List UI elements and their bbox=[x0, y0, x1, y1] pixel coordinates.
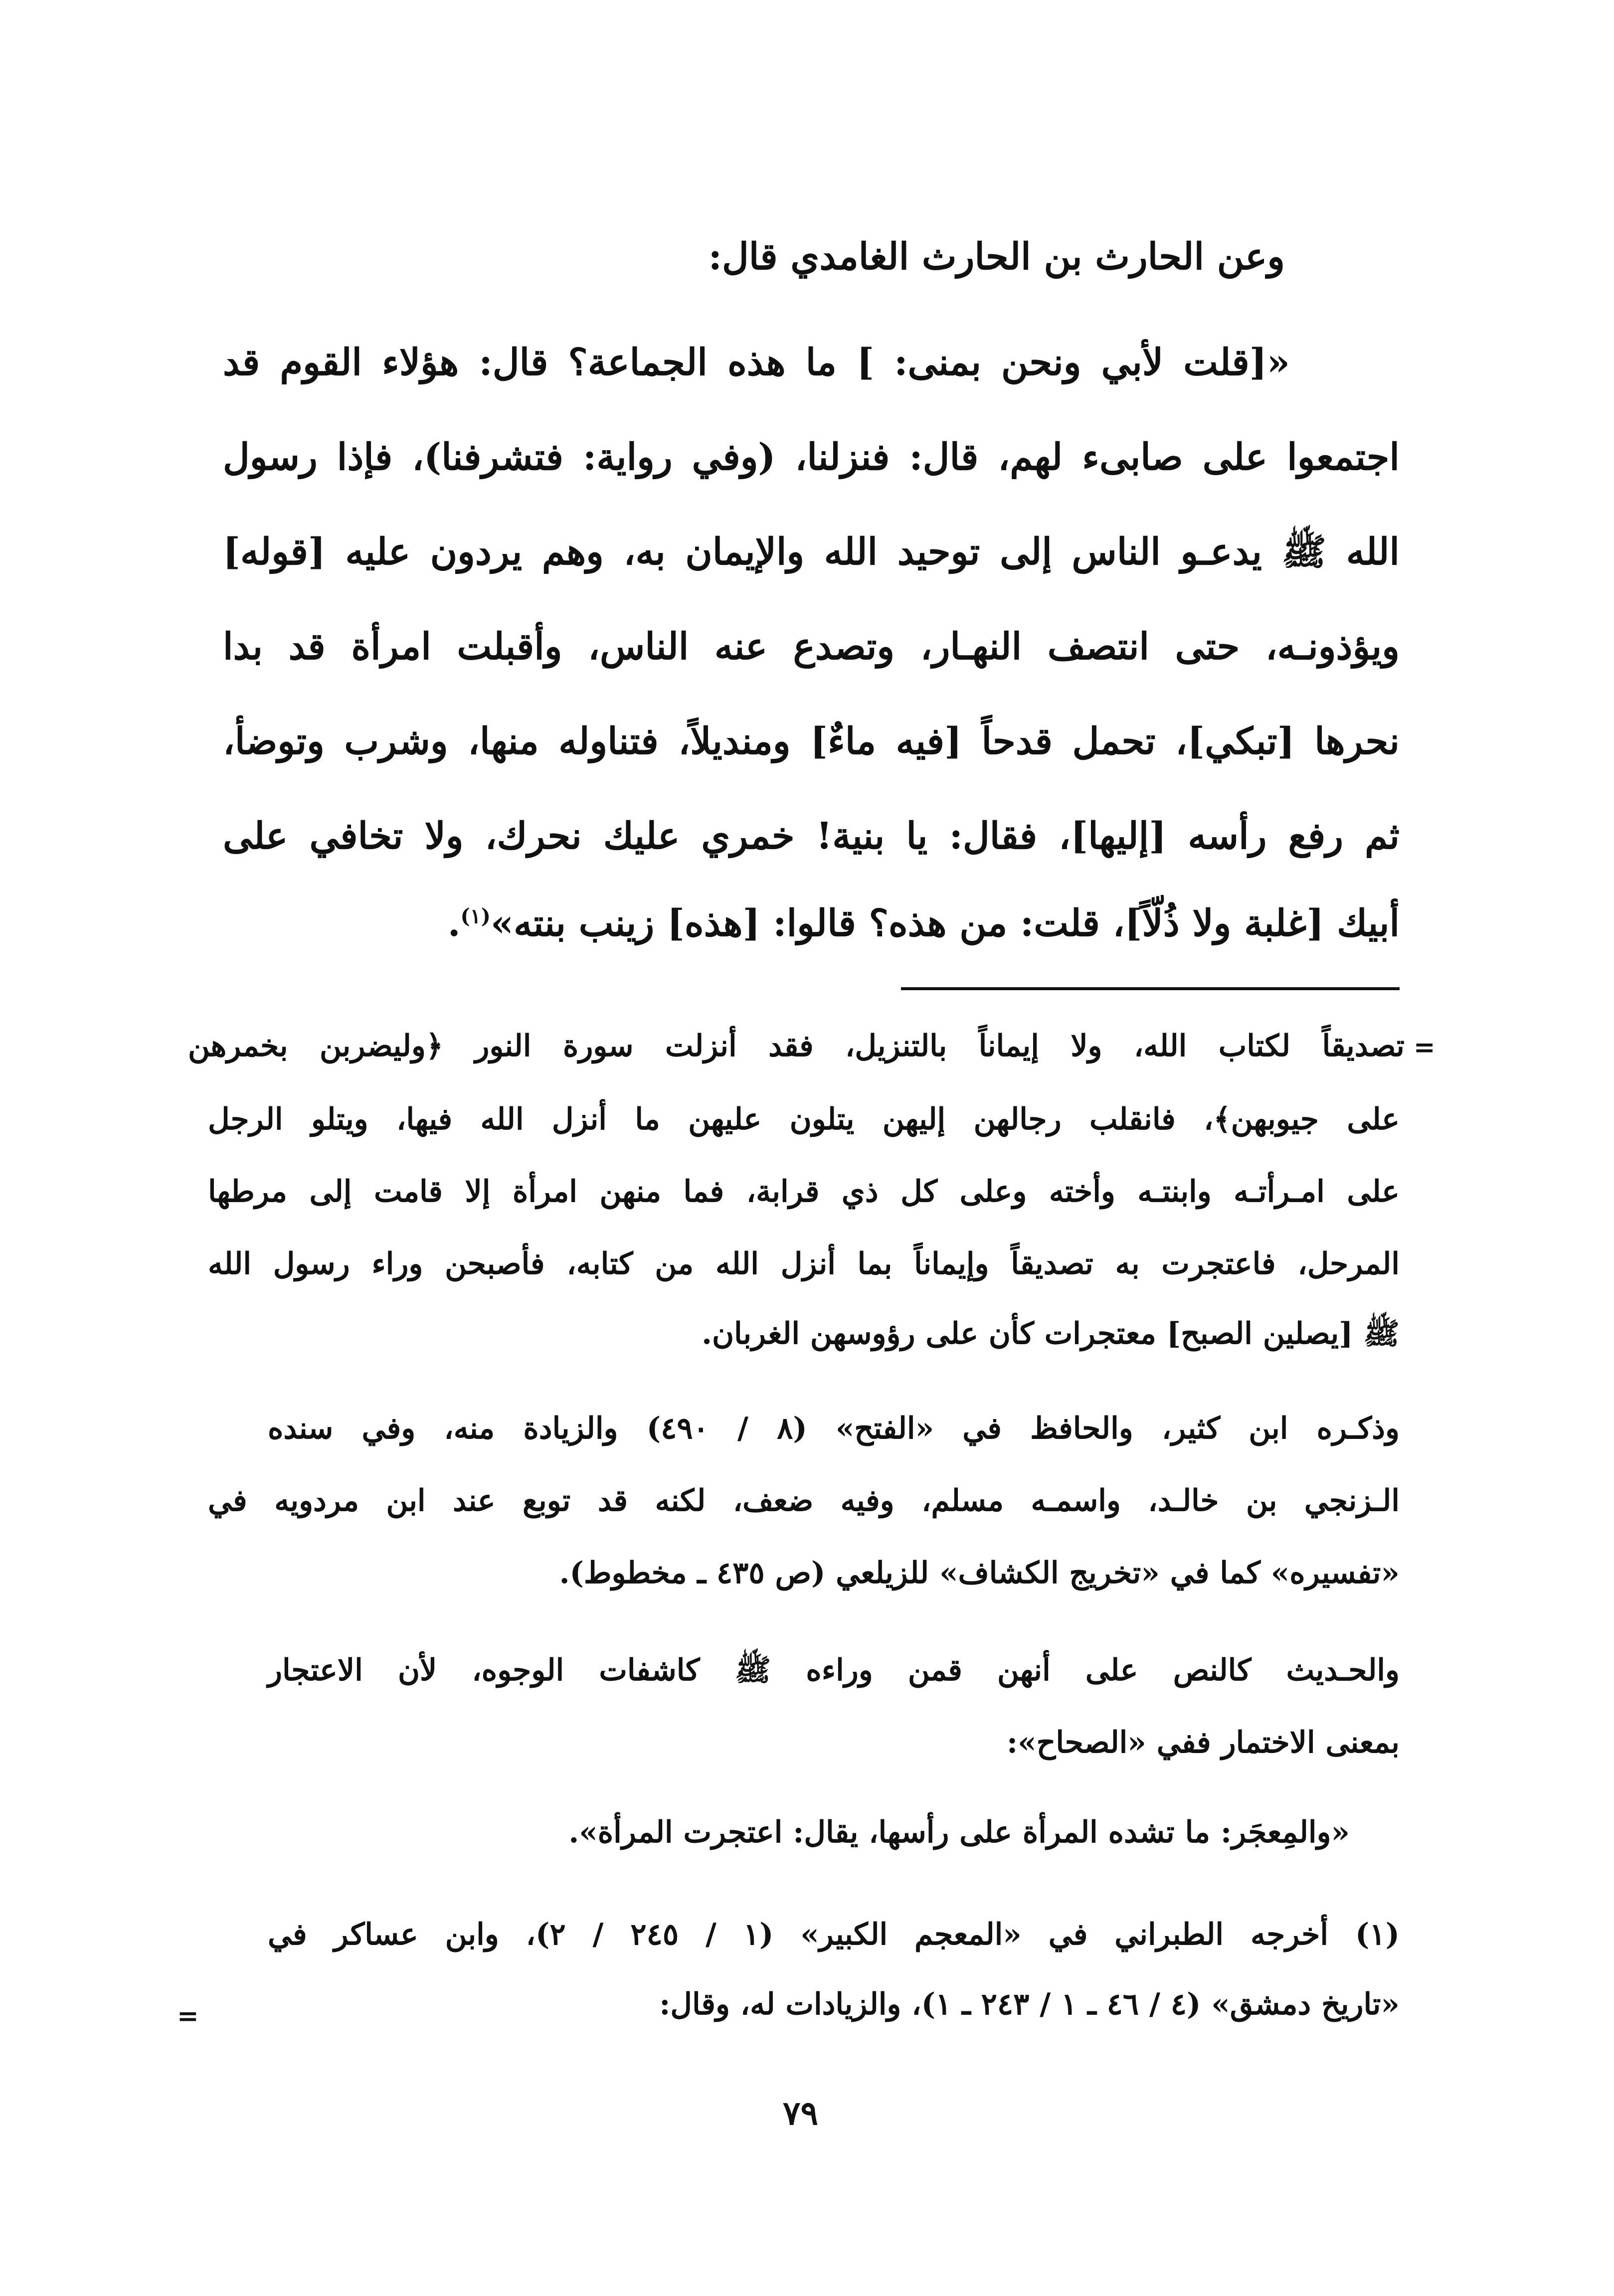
fn-p3-line-1: والحـديث كالنص على أنهن قمن وراءه ﷺ كاشفات الوجوه، لأن الاعتجار bbox=[268, 1653, 1400, 1688]
main-line-3: الله ﷺ يدعـو الناس إلى توحيد الله والإيمان به، وهم يردون عليه [قوله] bbox=[223, 530, 1400, 573]
page-number: ٧٩ bbox=[783, 2094, 818, 2132]
intro-text: وعن الحارث بن الحارث الغامدي قال: bbox=[708, 235, 1285, 278]
fn-note1-line-2: «تاريخ دمشق» (٤ / ٤٦ ـ ١ / ٢٤٣ ـ ١)، والزيادات له، وقال: bbox=[659, 1987, 1400, 2022]
fn-note1-line-1: (١) أخرجه الطبراني في «المعجم الكبير» (١ / ٢٤٥ / ٢)، وابن عساكر في bbox=[268, 1917, 1400, 1952]
footnote-separator bbox=[901, 987, 1400, 990]
fn-p2-line-3: «تفسيره» كما في «تخريج الكشاف» للزيلعي (ص ٤٣٥ ـ مخطوط). bbox=[559, 1556, 1400, 1590]
fn-p1-line-2: على جيوبهن﴾، فانقلب رجالهن إليهن يتلون عليهن ما أنزل الله فيها، ويتلو الرجل bbox=[208, 1102, 1400, 1137]
fn-p1-line-3: على امـرأتـه وابنتـه وأخته وعلى كل ذي قرابة، فما منهن امرأة إلا قامت إلى مرطها bbox=[208, 1174, 1400, 1209]
fn-p2-line-1: وذكـره ابن كثير، والحافظ في «الفتح» (٨ / ٤٩٠) والزيادة منه، وفي سنده bbox=[268, 1411, 1400, 1446]
footnote-ref: (١) bbox=[460, 904, 491, 928]
main-line-6: ثم رفع رأسه [إليها]، فقال: يا بنية! خمري عليك نحرك، ولا تخافي على bbox=[223, 815, 1400, 858]
continued-from-marker: = bbox=[1414, 1032, 1435, 1062]
main-line-5: نحرها [تبكي]، تحمل قدحاً [فيه ماءٌ] ومنديلاً، فتناوله منها، وشرب وتوضأ، bbox=[223, 720, 1400, 763]
fn-p2-line-2: الـزنجي بن خالـد، واسمـه مسلم، وفيه ضعف، لكنه قد توبع عند ابن مردويه في bbox=[208, 1483, 1400, 1518]
fn-p1-line-4: المرحل، فاعتجرت به تصديقاً وإيماناً بما أنزل الله من كتابه، فأصبحن وراء رسول الله bbox=[208, 1246, 1400, 1281]
fn-p4-quote: «والمِعجَر: ما تشده المرأة على رأسها، يقال: اعتجرت المرأة». bbox=[568, 1815, 1350, 1850]
main-line-2: اجتمعوا على صابىء لهم، قال: فنزلنا، (وفي رواية: فتشرفنا)، فإذا رسول bbox=[223, 436, 1400, 479]
fn-p1-line-1: تصديقاً لكتاب الله، ولا إيماناً بالتنزيل، فقد أنزلت سورة النور ﴿وليضربن بخمرهن bbox=[188, 1029, 1405, 1063]
fn-p1-line-5: ﷺ [يصلين الصبح] معتجرات كأن على رؤوسهن الغربان. bbox=[702, 1316, 1400, 1351]
paragraph-intro bbox=[338, 235, 1285, 278]
main-line-7: أبيك [غلبة ولا ذُلّاً]، قلت: من هذه؟ قالوا: [هذه] زينب بنته»$^{(١)}$. bbox=[447, 902, 1400, 945]
main-line-4: ويؤذونـه، حتى انتصف النهـار، وتصدع عنه الناس، وأقبلت امرأة قد بدا bbox=[223, 625, 1400, 668]
fn-p3-line-2: بمعنى الاختمار ففي «الصحاح»: bbox=[1006, 1725, 1400, 1760]
main-line-1: «[قلت لأبي ونحن بمنى: ] ما هذه الجماعة؟ قال: هؤلاء القوم قد bbox=[223, 341, 1290, 384]
continues-marker: = bbox=[177, 2001, 199, 2031]
